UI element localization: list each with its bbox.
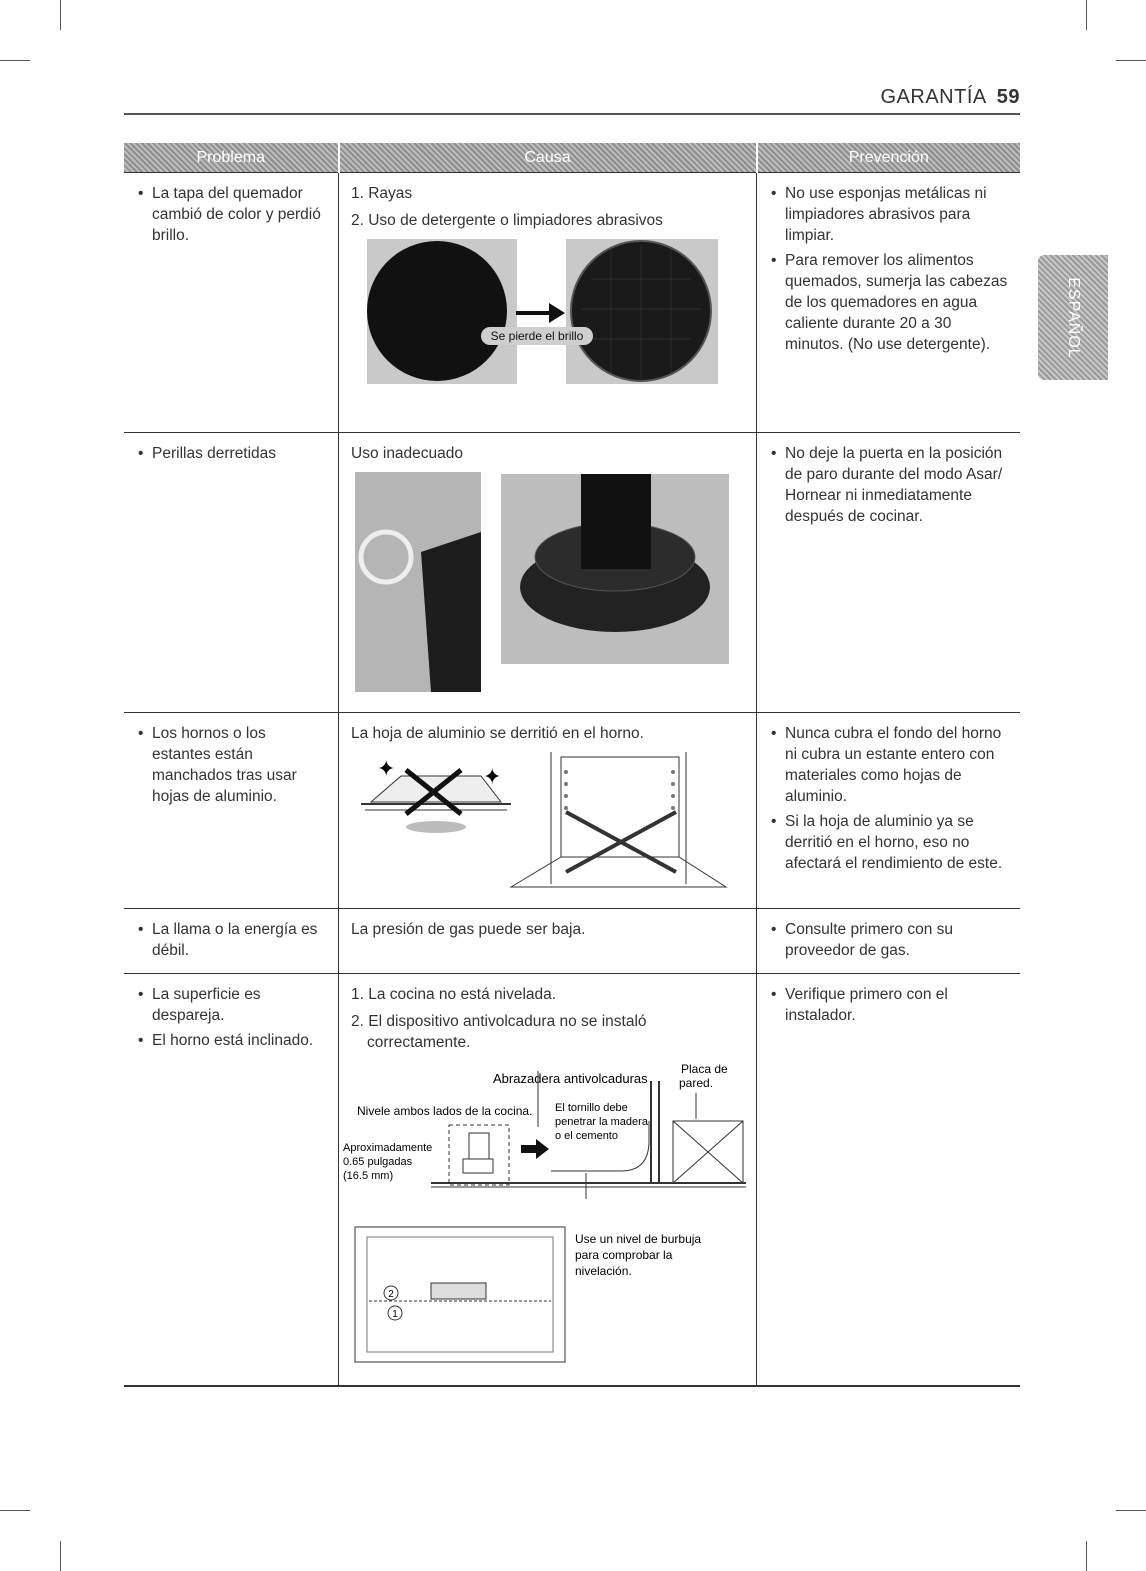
diagram-label-bubble: Use un nivel de burbuja (575, 1232, 702, 1246)
problem-item: • Los hornos o los estantes están manchados tras usar hojas de aluminio. (152, 723, 328, 807)
cause-item: 1. La cocina no está nivelada. (351, 986, 557, 1003)
melted-knob-photos (351, 472, 731, 694)
foil-shadow (406, 821, 466, 833)
page-header (124, 86, 1020, 114)
crop-mark (60, 1541, 61, 1571)
prevention-item: • Nunca cubra el fondo del horno ni cubra un estante entero con materiales como hojas de aluminio. (785, 723, 1010, 807)
aluminum-foil-illustration (351, 752, 741, 892)
cause-cell (339, 974, 757, 1387)
problem-cell (124, 713, 339, 909)
prevention-cell (757, 974, 1021, 1387)
diagram-label-level: Nivele ambos lados de la cocina. (357, 1104, 533, 1118)
cause-item: La presión de gas puede ser baja. (351, 921, 586, 938)
cause-item: La hoja de aluminio se derritió en el horno. (351, 725, 644, 742)
crop-mark (1116, 1510, 1146, 1511)
anti-tip-diagram (343, 1061, 746, 1371)
marker-2: 2 (388, 1289, 394, 1300)
diagram-label-bracket: Abrazadera antivolcaduras (493, 1071, 648, 1086)
problem-cell (124, 909, 339, 974)
oven-door-shape (421, 532, 481, 692)
marker-1: 1 (392, 1309, 398, 1320)
diagram-label-approx: 0.65 pulgadas (343, 1156, 413, 1168)
problem-cell (124, 974, 339, 1387)
prevention-item: • Para remover los alimentos quemados, sumerja las cabezas de los quemadores en agua caliente durante 20 a 30 minutos. (No use detergente). (785, 250, 1010, 355)
diagram-label-bubble: para comprobar la (575, 1248, 673, 1262)
diagram-label-bubble: nivelación. (575, 1264, 632, 1278)
problem-item: • La llama o la energía es débil. (152, 919, 328, 961)
sparkle-icon: ✦ (483, 764, 502, 789)
column-header: Problema (124, 143, 339, 173)
burner-cap-figure (351, 239, 746, 390)
problem-item: • La tapa del quemador cambió de color y perdió brillo. (152, 183, 328, 246)
page-number: 59 (996, 86, 1020, 108)
prevention-item: • No deje la puerta en la posición de paro durante del modo Asar/ Hornear ni inmediatamente después de cocinar. (785, 443, 1010, 527)
section-title: GARANTÍA (880, 86, 987, 108)
problem-item: • La superficie es despareja. (152, 984, 328, 1026)
crop-mark (1086, 0, 1087, 30)
language-tab (1038, 255, 1108, 380)
prevention-cell (757, 713, 1021, 909)
diagram-label-approx: (16.5 mm) (343, 1170, 394, 1182)
problem-cell (124, 173, 339, 433)
table-row (124, 713, 1020, 909)
arrow-icon (521, 1139, 549, 1159)
crop-mark (1086, 1541, 1087, 1571)
aluminum-foil-figure (351, 752, 746, 898)
table-row (124, 974, 1020, 1387)
diagram-label-wall-plate: Placa de (681, 1062, 728, 1076)
cause-item: 1. Rayas (351, 185, 413, 202)
cause-cell (339, 713, 757, 909)
diagram-label-wall-plate: pared. (679, 1076, 714, 1090)
oven-interior-drawing (511, 752, 726, 887)
cause-cell (339, 909, 757, 974)
table-header-row (124, 143, 1020, 173)
table-row (124, 173, 1020, 433)
table-row (124, 909, 1020, 974)
cause-item: 2. Uso de detergente o limpiadores abrasivos (351, 212, 663, 229)
table-row (124, 433, 1020, 713)
problem-item: • El horno está inclinado. (152, 1030, 328, 1051)
diagram-label-screw: o el cemento (555, 1130, 618, 1142)
prevention-cell (757, 173, 1021, 433)
prevention-item: • Verifique primero con el instalador. (785, 984, 1010, 1026)
problem-cell (124, 433, 339, 713)
column-header: Prevención (757, 143, 1021, 173)
cause-cell (339, 173, 757, 433)
melted-knob-figure (351, 472, 746, 700)
cause-item: 2. El dispositivo antivolcadura no se instaló correctamente. (351, 1013, 647, 1051)
sparkle-icon: ✦ (377, 756, 396, 781)
burner-cap-illustration (351, 239, 711, 384)
troubleshooting-table (124, 143, 1020, 1387)
problem-item: • Perillas derretidas (152, 443, 328, 464)
knob-stem (581, 474, 651, 569)
bubble-level-icon (431, 1283, 486, 1299)
anti-tip-figure (343, 1061, 746, 1377)
burner-cap-scratched (367, 241, 507, 381)
crop-mark (60, 0, 61, 30)
crop-mark (0, 1510, 30, 1511)
header-rule (124, 113, 1020, 115)
prevention-item: • Consulte primero con su proveedor de gas. (785, 919, 1010, 961)
column-header: Causa (339, 143, 757, 173)
crop-mark (0, 60, 30, 61)
cause-cell (339, 433, 757, 713)
diagram-label-approx: Aproximadamente (343, 1142, 433, 1154)
foil-rack-drawing (361, 756, 511, 833)
language-tab-label: ESPAÑOL (1065, 276, 1082, 359)
diagram-label-screw: penetrar la madera (555, 1116, 648, 1128)
diagram-label-screw: El tornillo debe (555, 1102, 628, 1114)
figure-label: Se pierde el brillo (490, 329, 584, 343)
cause-item: Uso inadecuado (351, 445, 464, 462)
prevention-cell (757, 433, 1021, 713)
arrow-icon (516, 303, 565, 323)
prevention-item: • No use esponjas metálicas ni limpiadores abrasivos para limpiar. (785, 183, 1010, 246)
prevention-cell (757, 909, 1021, 974)
crop-mark (1116, 60, 1146, 61)
prevention-item: • Si la hoja de aluminio ya se derritió en el horno, eso no afectará el rendimiento de este. (785, 811, 1010, 874)
